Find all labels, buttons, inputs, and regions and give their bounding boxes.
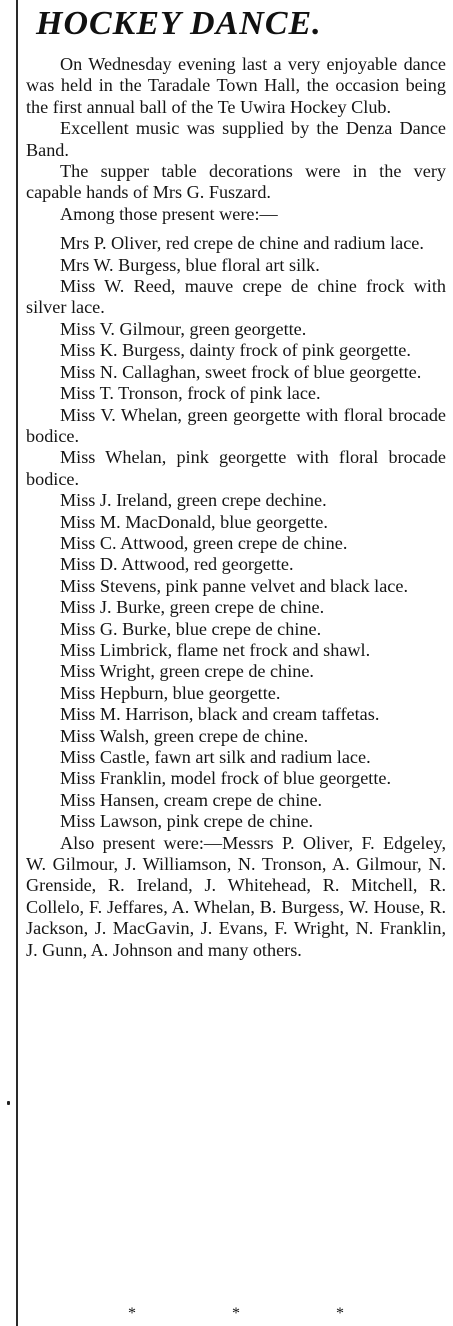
attendee-entry: Miss N. Callaghan, sweet frock of blue georgette. bbox=[60, 361, 422, 382]
attendee-entry: Miss V. Gilmour, green georgette. bbox=[60, 318, 307, 339]
article-body bbox=[26, 54, 446, 961]
attendee-entry: Mrs P. Oliver, red crepe de chine and radium lace. bbox=[60, 233, 424, 254]
attendee-entry: Miss T. Tronson, frock of pink lace. bbox=[60, 383, 321, 404]
also-present-paragraph: Also present were:—Messrs P. Oliver, F. Edgeley, W. Gilmour, J. Williamson, N. Tronson, A. Gilmour, N. Grenside, R. Ireland, J. Whitehead, R. Mitchell, R. Collelo, F. Jeffares, A. Whelan, B. Burgess, W. House, R. Jackson, J. MacGavin, J. Evans, F. Wright, N. Franklin, J. Gunn, A. Johnson and many others. bbox=[26, 832, 446, 960]
attendee-entry: Miss J. Ireland, green crepe dechine. bbox=[60, 490, 327, 511]
attendee-entry: Mrs W. Burgess, blue floral art silk. bbox=[60, 254, 320, 275]
article-paragraph: On Wednesday evening last a very enjoyable dance was held in the Taradale Town Hall, the occasion being the first annual ball of the Te Uwira Hockey Club. bbox=[26, 54, 446, 117]
attendee-entry: Miss J. Burke, green crepe de chine. bbox=[60, 597, 325, 618]
attendee-entry: Miss Limbrick, flame net frock and shawl. bbox=[60, 639, 371, 660]
attendee-entry: Miss Walsh, green crepe de chine. bbox=[60, 725, 309, 746]
attendee-entry: Miss M. MacDonald, blue georgette. bbox=[60, 511, 328, 532]
attendee-entry: Miss G. Burke, blue crepe de chine. bbox=[60, 618, 322, 639]
attendee-entry: Miss K. Burgess, dainty frock of pink georgette. bbox=[60, 340, 411, 361]
attendee-entry: Miss Hepburn, blue georgette. bbox=[60, 682, 281, 703]
asterisk-ornament: * bbox=[336, 1305, 344, 1322]
attendee-entry: Miss Stevens, pink panne velvet and black lace. bbox=[60, 575, 408, 596]
attendee-entry: Miss Lawson, pink crepe de chine. bbox=[60, 811, 314, 832]
attendee-entry: Miss Hansen, cream crepe de chine. bbox=[60, 789, 323, 810]
attendee-entry: Miss M. Harrison, black and cream taffetas. bbox=[60, 704, 380, 725]
attendee-entry: Miss Franklin, model frock of blue georgette. bbox=[60, 768, 392, 789]
news-article bbox=[26, 0, 446, 961]
attendee-entry: Miss W. Reed, mauve crepe de chine frock with silver lace. bbox=[26, 276, 446, 318]
article-paragraph: The supper table decorations were in the very capable hands of Mrs G. Fuszard. bbox=[26, 161, 446, 203]
attendee-entry: Miss D. Attwood, red georgette. bbox=[60, 554, 294, 575]
asterisk-ornament: * bbox=[232, 1305, 240, 1322]
print-speck bbox=[7, 1101, 10, 1105]
attendee-entry: Miss C. Attwood, green crepe de chine. bbox=[60, 532, 348, 553]
article-headline: HOCKEY DANCE. bbox=[36, 5, 322, 42]
column-rule bbox=[16, 0, 18, 1326]
attendee-entry: Miss Wright, green crepe de chine. bbox=[60, 661, 314, 682]
attendee-entry: Miss Whelan, pink georgette with floral brocade bodice. bbox=[26, 447, 446, 489]
attendee-entry: Miss Castle, fawn art silk and radium lace. bbox=[60, 747, 371, 767]
article-paragraph: Excellent music was supplied by the Denza Dance Band. bbox=[26, 118, 446, 160]
attendee-entry: Miss V. Whelan, green georgette with floral brocade bodice. bbox=[26, 404, 446, 446]
asterisk-ornament: * bbox=[128, 1305, 136, 1322]
section-ornament bbox=[0, 1306, 453, 1326]
article-paragraph: Among those present were:— bbox=[60, 203, 278, 224]
